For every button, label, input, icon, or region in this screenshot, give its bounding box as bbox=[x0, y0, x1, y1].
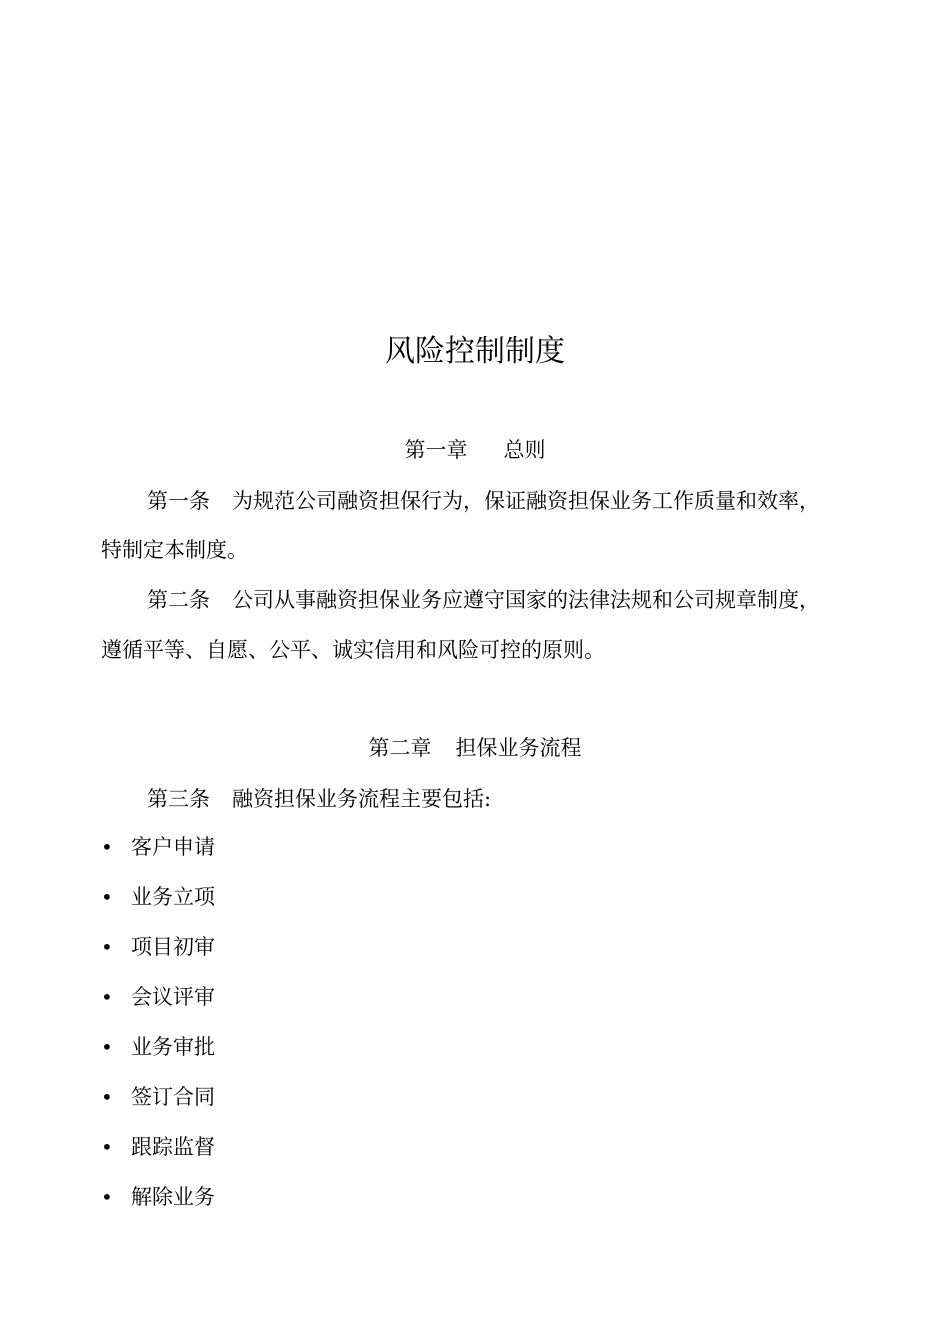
step-label: 项目初审 bbox=[131, 935, 215, 959]
list-item bbox=[101, 932, 215, 982]
chapter-name: 担保业务流程 bbox=[455, 736, 582, 760]
article-text: 公司从事融资担保业务应遵守国家的法律法规和公司规章制度， bbox=[232, 588, 820, 612]
bullet-icon: • bbox=[101, 1185, 113, 1209]
article-2 bbox=[101, 585, 861, 615]
step-label: 业务立项 bbox=[131, 885, 215, 909]
bullet-icon: • bbox=[101, 835, 113, 859]
list-item bbox=[101, 982, 215, 1032]
article-3 bbox=[101, 784, 861, 814]
chapter-heading-2 bbox=[0, 733, 950, 763]
bullet-icon: • bbox=[101, 1085, 113, 1109]
article-1 bbox=[101, 486, 861, 516]
list-item bbox=[101, 1082, 215, 1132]
article-label: 第一条 bbox=[147, 489, 210, 513]
article-label: 第二条 bbox=[147, 588, 210, 612]
step-label: 解除业务 bbox=[131, 1185, 215, 1209]
step-label: 会议评审 bbox=[131, 985, 215, 1009]
chapter-number: 第一章 bbox=[404, 438, 468, 462]
article-text: 特制定本制度。 bbox=[101, 538, 248, 562]
bullet-icon: • bbox=[101, 1035, 113, 1059]
list-item bbox=[101, 882, 215, 932]
chapter-heading-1 bbox=[0, 435, 950, 465]
article-text: 为规范公司融资担保行为，保证融资担保业务工作质量和效率， bbox=[232, 489, 820, 513]
bullet-icon: • bbox=[101, 885, 113, 909]
article-2-continued bbox=[101, 635, 861, 665]
chapter-number: 第二章 bbox=[368, 736, 432, 760]
article-text: 遵循平等、自愿、公平、诚实信用和风险可控的原则。 bbox=[101, 638, 605, 662]
step-label: 业务审批 bbox=[131, 1035, 215, 1059]
step-label: 客户申请 bbox=[131, 835, 215, 859]
chapter-name: 总则 bbox=[503, 438, 546, 462]
bullet-icon: • bbox=[101, 935, 113, 959]
step-label: 跟踪监督 bbox=[131, 1135, 215, 1159]
document-title: 风险控制制度 bbox=[385, 334, 565, 369]
list-item bbox=[101, 832, 215, 882]
list-item bbox=[101, 1132, 215, 1182]
article-label: 第三条 bbox=[147, 787, 210, 811]
list-item bbox=[101, 1032, 215, 1082]
step-label: 签订合同 bbox=[131, 1085, 215, 1109]
article-1-continued bbox=[101, 535, 861, 565]
bullet-icon: • bbox=[101, 985, 113, 1009]
process-step-list bbox=[101, 832, 215, 1232]
bullet-icon: • bbox=[101, 1135, 113, 1159]
list-item bbox=[101, 1182, 215, 1232]
article-text: 融资担保业务流程主要包括: bbox=[232, 787, 492, 811]
